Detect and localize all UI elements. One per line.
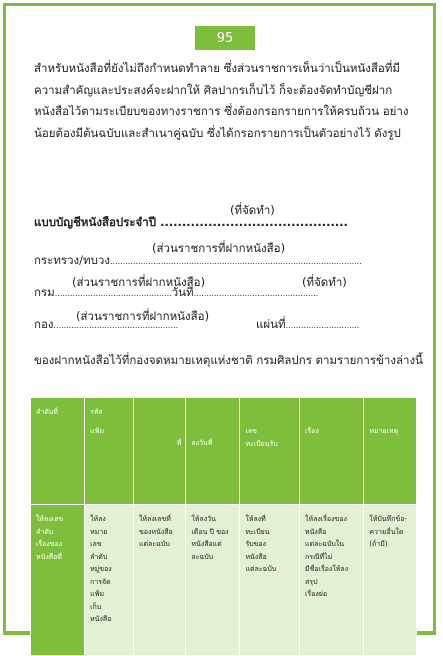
division-label: กอง (34, 317, 54, 331)
deposit-text: ของฝากหนังสือไว้ที่กองจดหมายเหตุแห่งชาติ กรมศิลปกร ตามรายการข้างล่างนี้ (34, 353, 423, 367)
deposit-table (30, 397, 417, 656)
cell-seq: ให้ลงเลข ลำดับ เรื่องของ หนังสือที่ (31, 505, 85, 656)
department-line (34, 284, 318, 302)
date-note: (ที่จัดทำ) (302, 275, 347, 289)
title-note: (ที่จัดทำ) (230, 203, 275, 217)
header-number: ที่ (134, 398, 186, 505)
sheet-dots: ............................. (285, 321, 360, 330)
ministry-dots: ................................................................................................... (109, 257, 362, 266)
cell-number: ให้ลงเลขที่ ของหนังสือ แต่ละฉบับ (134, 505, 186, 656)
ministry-label: กระทรวง/ทบวง (34, 253, 110, 267)
table-header-row (31, 398, 417, 505)
header-subject: เรื่อง (300, 398, 364, 505)
header-reg-number: เลข ทะเบียนรับ (240, 398, 300, 505)
cell-file-code: ให้ลง หมาย เลข ลำดับ หมู่ของ การจัด แฟ้ม เก็บ หนังสือ (85, 505, 134, 656)
department-dots: .............................................. (54, 289, 172, 298)
header-file-code: รหัส แฟ้ม (85, 398, 134, 505)
cell-reg-number: ให้ลงที่ ทะเบียน รับของ หนังสือ แต่ละฉบับ (240, 505, 300, 656)
form-title-dots: ........................................... (160, 215, 348, 229)
date-label: วันที่ (171, 285, 194, 299)
header-seq: ลำดับที่ (31, 398, 85, 505)
division-note: (ส่วนราชการที่ฝากหนังสือ) (76, 309, 210, 323)
page-number: 95 (195, 26, 255, 50)
table-row (31, 505, 417, 656)
division-dots: ................................................. (53, 321, 179, 330)
header-date: ลงวันที่ (186, 398, 240, 505)
ministry-note: (ส่วนราชการที่ฝากหนังสือ) (152, 241, 286, 255)
ministry-line (34, 252, 362, 270)
cell-subject: ให้ลงเรื่องของ หนังสือ แต่ละฉบับใน กรณีที่ไม่ มีชื่อเรื่องให้ลง สรุป เรื่องย่อ (300, 505, 364, 656)
division-line (34, 316, 178, 334)
form-title-line (34, 214, 348, 232)
date-dots: ................................................. (193, 289, 319, 298)
sheet-line (256, 316, 359, 334)
cell-remark: ให้บันทึกข้อ- ความอื่นใด (ถ้ามี) (364, 505, 417, 656)
department-label: กรม (34, 285, 55, 299)
intro-paragraph: สำหรับหนังสือที่ยังไม่ถึงกำหนดทำลาย ซึ่งส่วนราชการเห็นว่าเป็นหนังสือที่มีความสำคัญและประสงค์จะฝากให้ ศิลปากรเก็บไว้ ก็จะต้องจัดทำบัญชีฝากหนังสือไว้ตามระเบียบของทางราชการ ซึ่งต้องกรอกรายการให้ครบถ้วน อย่างน้อยต้องมีต้นฉบับและสำเนาคู่ฉบับ ซึ่งได้กรอกรายการเป็นตัวอย่างไว้ ดังรูป (34, 61, 409, 140)
header-remark: หมายเหตุ (364, 398, 417, 505)
form-title: แบบบัญชีหนังสือประจำปี (34, 215, 157, 229)
department-note: (ส่วนราชการที่ฝากหนังสือ) (72, 275, 206, 289)
sheet-label: แผ่นที่ (256, 317, 286, 331)
cell-date: ให้ลงวัน เดือน ปี ของ หนังสือแต่ ละฉบับ (186, 505, 240, 656)
